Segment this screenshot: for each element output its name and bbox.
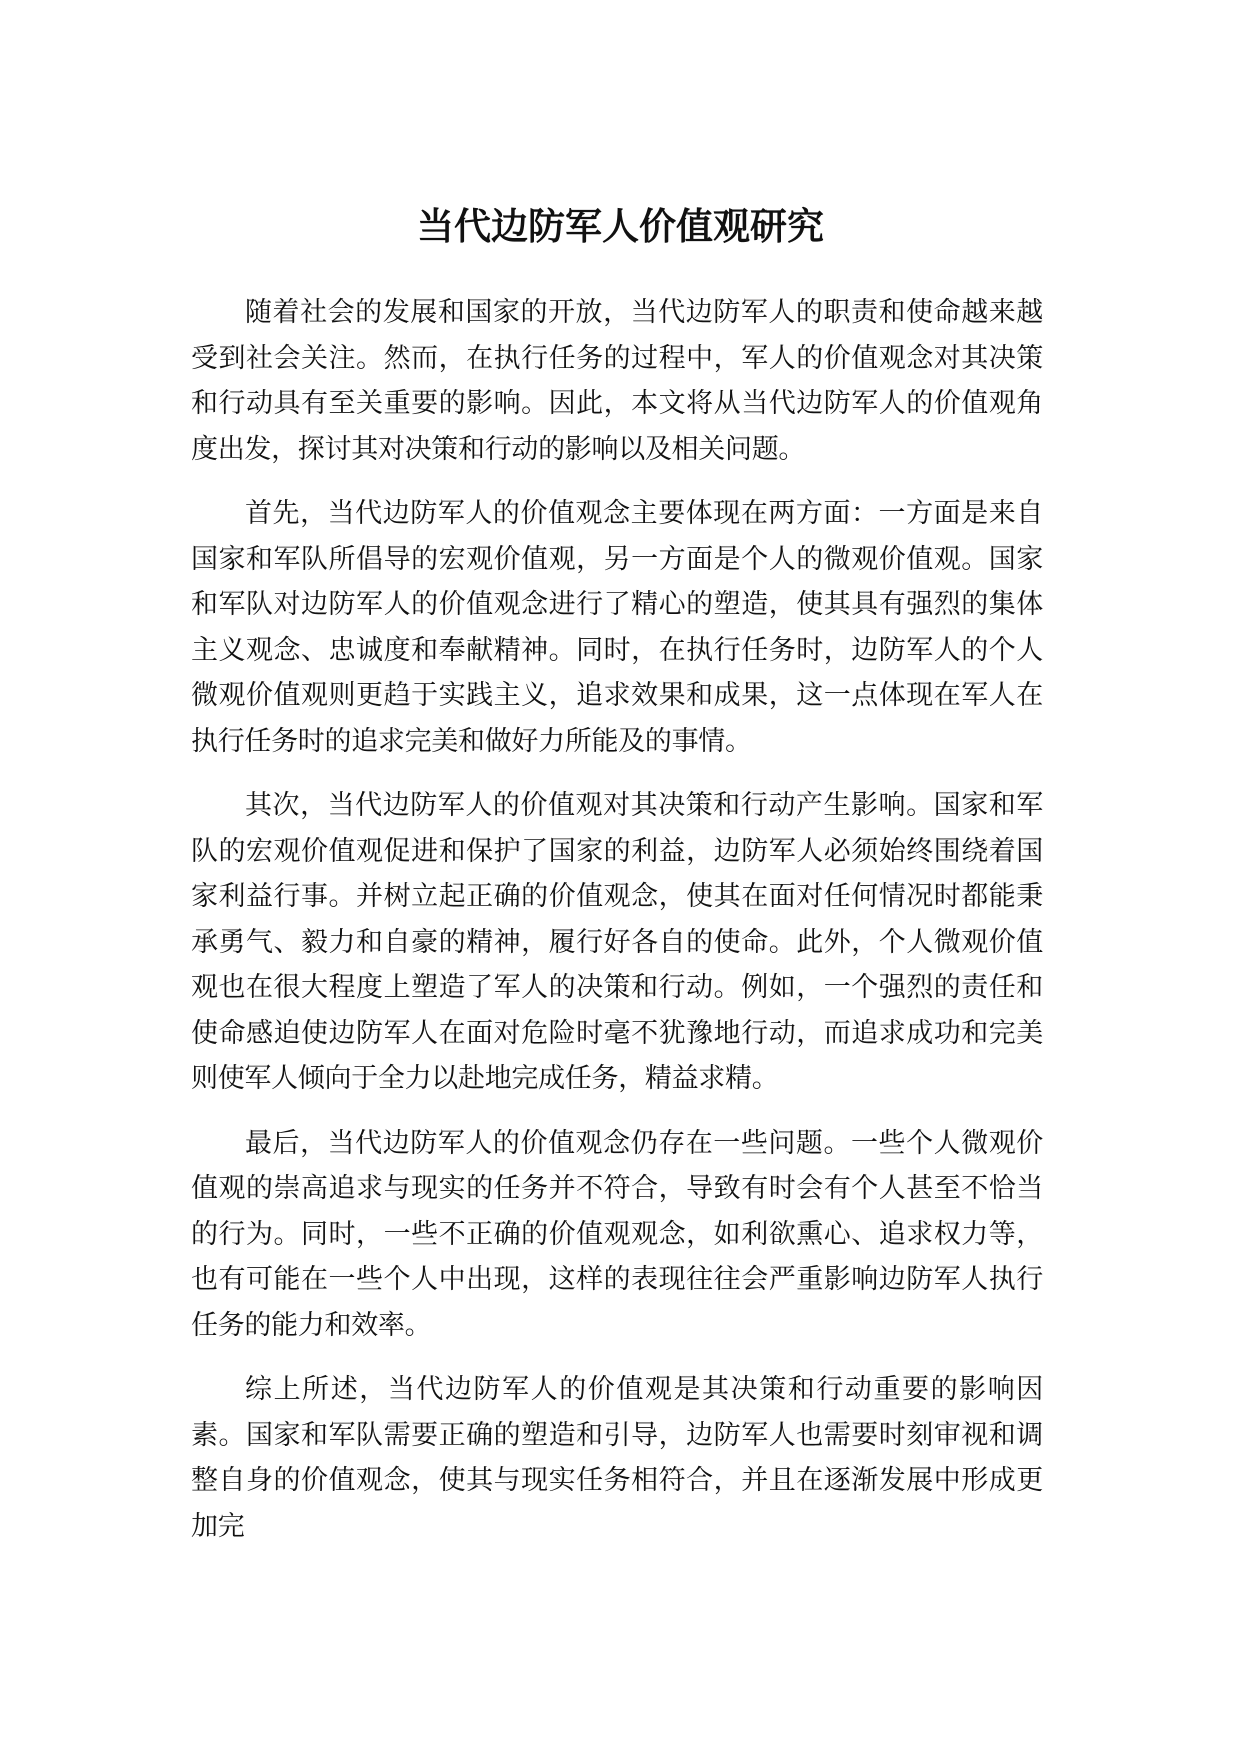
paragraph-second: 其次，当代边防军人的价值观对其决策和行动产生影响。国家和军队的宏观价值观促进和保护了国家的利益，边防军人必须始终围绕着国家利益行事。并树立起正确的价值观念，使其在面对任何情况时都能秉承勇气、毅力和自豪的精神，履行好各自的使命。此外，个人微观价值观也在很大程度上塑造了军人的决策和行动。例如，一个强烈的责任和使命感迫使边防军人在面对危险时毫不犹豫地行动，而追求成功和完美则使军人倾向于全力以赴地完成任务，精益求精。 <box>191 790 1043 1094</box>
paragraph-conclusion: 综上所述，当代边防军人的价值观是其决策和行动重要的影响因素。国家和军队需要正确的塑造和引导，边防军人也需要时刻审视和调整自身的价值观念，使其与现实任务相符合，并且在逐渐发展中形成更加完 <box>191 1374 1043 1542</box>
paragraph-intro: 随着社会的发展和国家的开放，当代边防军人的职责和使命越来越受到社会关注。然而，在执行任务的过程中，军人的价值观念对其决策和行动具有至关重要的影响。因此，本文将从当代边防军人的价值观角度出发，探讨其对决策和行动的影响以及相关问题。 <box>191 297 1043 465</box>
document-body <box>191 290 1043 1568</box>
paragraph-third: 最后，当代边防军人的价值观念仍存在一些问题。一些个人微观价值观的崇高追求与现实的任务并不符合，导致有时会有个人甚至不恰当的行为。同时，一些不正确的价值观观念，如利欲熏心、追求权力等，也有可能在一些个人中出现，这样的表现往往会严重影响边防军人执行任务的能力和效率。 <box>191 1127 1043 1341</box>
document-title: 当代边防军人价值观研究 <box>417 204 824 248</box>
paragraph-first: 首先，当代边防军人的价值观念主要体现在两方面：一方面是来自国家和军队所倡导的宏观价值观，另一方面是个人的微观价值观。国家和军队对边防军人的价值观念进行了精心的塑造，使其具有强烈的集体主义观念、忠诚度和奉献精神。同时，在执行任务时，边防军人的个人微观价值观则更趋于实践主义，追求效果和成果，这一点体现在军人在执行任务时的追求完美和做好力所能及的事情。 <box>191 498 1043 757</box>
